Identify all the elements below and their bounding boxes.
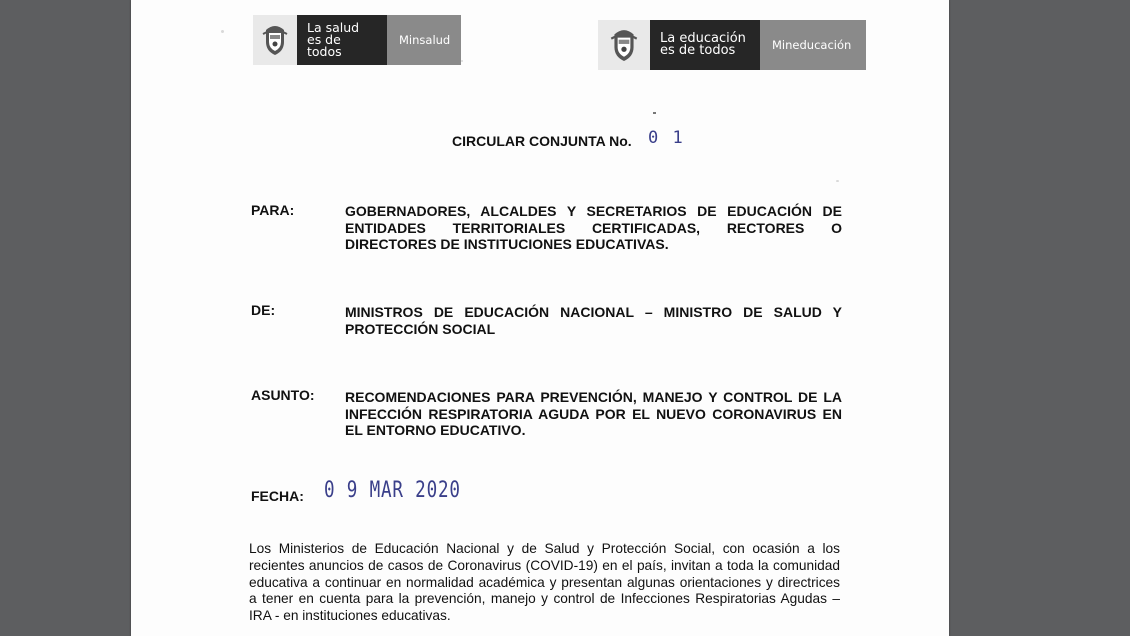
document-page[interactable]	[131, 0, 949, 636]
scan-speck	[461, 60, 463, 62]
minsalud-logo	[253, 15, 461, 65]
scan-mark	[653, 112, 656, 114]
asunto-subject: RECOMENDACIONES PARA PREVENCIÓN, MANEJO Y CONTROL DE LA INFECCIÓN RESPIRATORIA AGUDA POR EL NUEVO CORONAVIRUS EN EL ENTORNO EDUCATIVO.	[345, 389, 842, 438]
salud-slogan-line2: es de todos	[307, 32, 342, 59]
de-label: DE:	[251, 302, 276, 318]
coat-of-arms-icon	[598, 20, 650, 70]
minsalud-label: Minsalud	[387, 15, 461, 65]
body-paragraph: Los Ministerios de Educación Nacional y de Salud y Protección Social, con ocasión a los recientes anuncios de casos de Coronavirus (COVID-19) en el país, invitan a toda la comunidad educativa a continuar en normalidad académica y presentan algunas orientaciones y directrices a tener en cuenta para la prevención, manejo y control de Infecciones Respiratorias Agudas – IRA - en instituciones educativas.	[249, 541, 840, 624]
scan-speck	[836, 180, 839, 182]
para-label: PARA:	[251, 202, 295, 218]
de-senders: MINISTROS DE EDUCACIÓN NACIONAL – MINISTRO DE SALUD Y PROTECCIÓN SOCIAL	[345, 304, 842, 337]
fecha-label: FECHA:	[251, 488, 304, 504]
circular-number-stamp: 0 1	[648, 128, 685, 148]
educacion-slogan-line2: es de todos	[660, 43, 736, 58]
educacion-slogan	[650, 20, 760, 70]
educacion-slogan-line1: La educación	[660, 31, 746, 46]
scan-speck	[221, 30, 224, 33]
coat-of-arms-icon	[253, 15, 297, 65]
salud-slogan-line1: La salud	[307, 20, 360, 35]
circular-title: CIRCULAR CONJUNTA No.	[452, 133, 632, 149]
salud-slogan	[297, 15, 387, 65]
mineducacion-label: Mineducación	[760, 20, 866, 70]
asunto-label: ASUNTO:	[251, 387, 315, 403]
mineducacion-logo	[598, 20, 866, 70]
para-recipients: GOBERNADORES, ALCALDES Y SECRETARIOS DE EDUCACIÓN DE ENTIDADES TERRITORIALES CERTIFICADAS, RECTORES O DIRECTORES DE INSTITUCIONES EDUCATIVAS.	[345, 203, 842, 252]
date-stamp: 0 9 MAR 2020	[324, 478, 461, 503]
